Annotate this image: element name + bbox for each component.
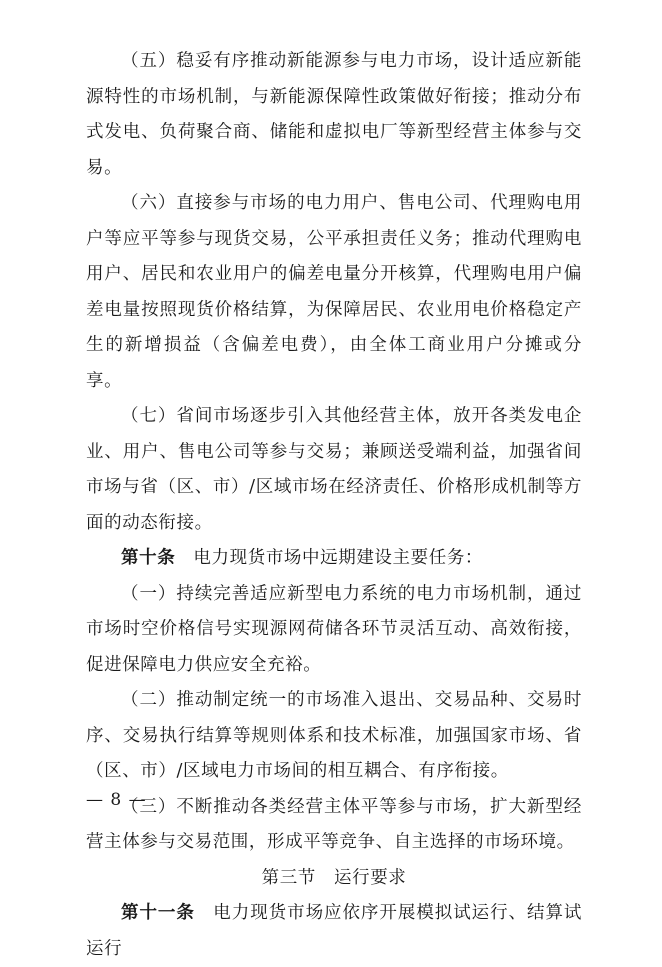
paragraph-text: （六）直接参与市场的电力用户、售电公司、代理购电用户等应平等参与现货交易，公平承担责任义务；推动代理购电用户、居民和农业用户的偏差电量分开核算，代理购电用户偏差电量按照现货价格结算，为保障居民、农业用电价格稳定产生的新增损益（含偏差电费），由全体工商业用户分摊或分享。 xyxy=(86,193,582,391)
article-number: 第十一条 xyxy=(121,903,195,923)
article-11 xyxy=(86,896,582,967)
article-number: 第十条 xyxy=(121,548,176,568)
paragraph-7 xyxy=(86,399,582,541)
paragraph-10-1 xyxy=(86,577,582,684)
page-number: — 8 — xyxy=(86,790,147,810)
article-10 xyxy=(86,541,582,577)
document-body xyxy=(86,44,582,967)
article-text: 电力现货市场中远期建设主要任务： xyxy=(193,548,484,568)
article-text: 电力现货市场应依序开展模拟试运行、结算试运行 xyxy=(86,903,583,959)
paragraph-6 xyxy=(86,186,582,399)
paragraph-10-2 xyxy=(86,683,582,790)
paragraph-5 xyxy=(86,44,582,186)
section-title: 第三节 运行要求 xyxy=(261,867,407,888)
paragraph-text: （五）稳妥有序推动新能源参与电力市场，设计适应新能源特性的市场机制，与新能源保障性政策做好衔接；推动分布式发电、负荷聚合商、储能和虚拟电厂等新型经营主体参与交易。 xyxy=(86,51,582,178)
paragraph-10-3 xyxy=(86,790,582,861)
paragraph-text: （二）推动制定统一的市场准入退出、交易品种、交易时序、交易执行结算等规则体系和技术标准，加强国家市场、省（区、市）/区域电力市场间的相互耦合、有序衔接。 xyxy=(86,690,582,781)
paragraph-text: （一）持续完善适应新型电力系统的电力市场机制，通过市场时空价格信号实现源网荷储各环节灵活互动、高效衔接，促进保障电力供应安全充裕。 xyxy=(86,583,582,675)
paragraph-text: （三）不断推动各类经营主体平等参与市场，扩大新型经营主体参与交易范围，形成平等竞争、自主选择的市场环境。 xyxy=(86,796,582,852)
paragraph-text: （七）省间市场逐步引入其他经营主体，放开各类发电企业、用户、售电公司等参与交易；兼顾送受端利益，加强省间市场与省（区、市）/区域市场在经济责任、价格形成机制等方面的动态衔接。 xyxy=(86,406,582,533)
